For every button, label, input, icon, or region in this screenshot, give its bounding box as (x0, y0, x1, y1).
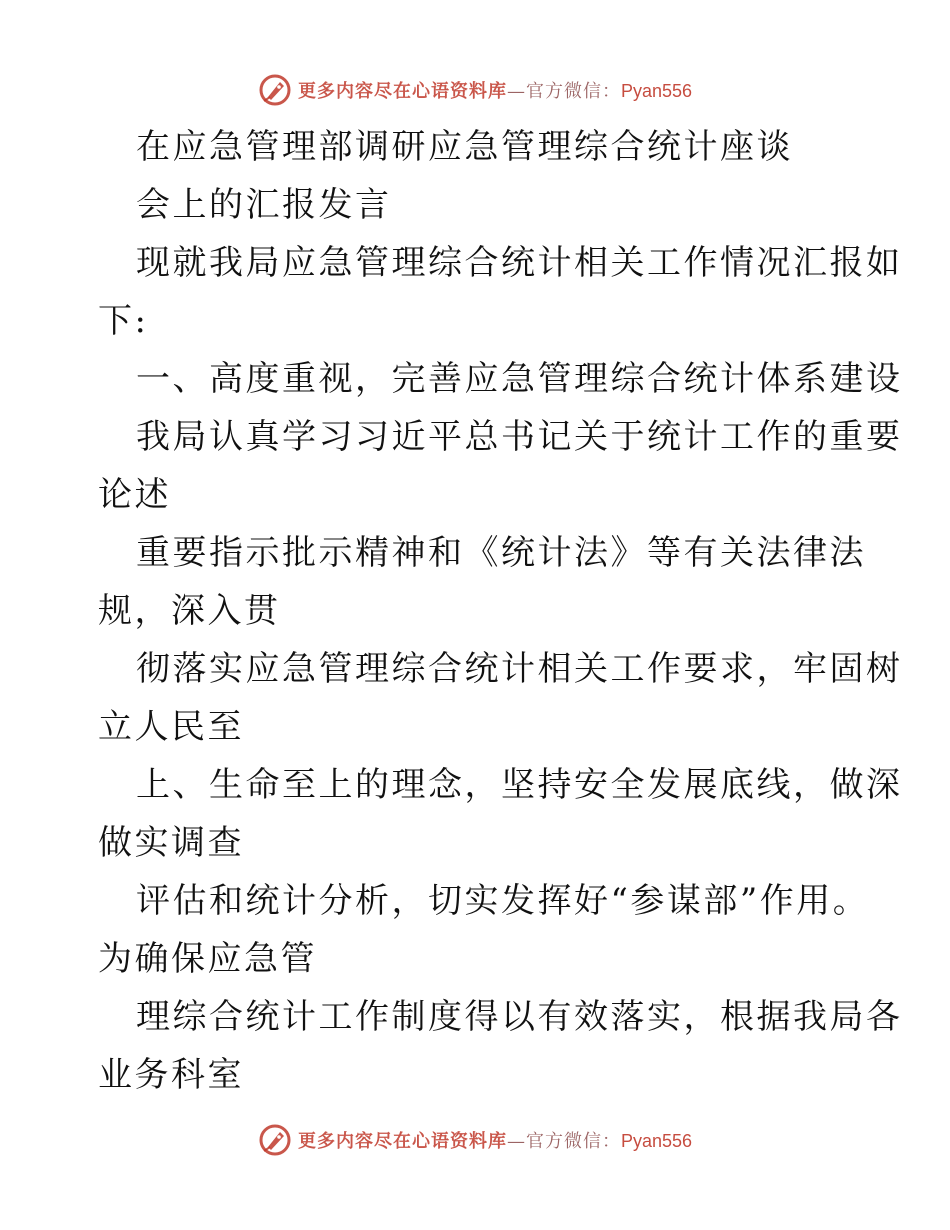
watermark-sub-text: 官方微信： (525, 81, 621, 102)
section-heading: 一、高度重视，完善应急管理综合统计体系建设 (136, 359, 903, 399)
pen-nib-circle-icon (258, 73, 292, 107)
watermark-main-text: 更多内容尽在心语资料库 (297, 1131, 507, 1152)
paragraph-line: 为确保应急管 (98, 939, 317, 979)
paragraph-line: 规，深入贯 (98, 591, 281, 631)
paragraph-line: 彻落实应急管理综合统计相关工作要求，牢固树 (136, 649, 903, 689)
paragraph-line: 理综合统计工作制度得以有效落实，根据我局各 (136, 997, 903, 1037)
paragraph-line: 重要指示批示精神和《统计法》等有关法律法 (136, 533, 866, 573)
paragraph-line: 我局认真学习习近平总书记关于统计工作的重要 (136, 417, 903, 457)
title-line-1: 在应急管理部调研应急管理综合统计座谈 (136, 127, 793, 167)
paragraph-line: 下: (98, 301, 149, 341)
paragraph-line: 业务科室 (98, 1055, 244, 1095)
watermark-banner-bottom (0, 1120, 950, 1160)
watermark-sub-text: 官方微信： (525, 1131, 621, 1152)
watermark-separator: — (506, 1131, 526, 1152)
paragraph-line: 上、生命至上的理念，坚持安全发展底线，做深 (136, 765, 903, 805)
watermark-text (298, 1127, 692, 1153)
paragraph-line: 论述 (98, 475, 171, 515)
watermark-wechat-id: Pyan556 (620, 81, 693, 101)
watermark-separator: — (506, 81, 526, 102)
paragraph-line: 评估和统计分析，切实发挥好“参谋部”作用。 (136, 881, 870, 921)
watermark-main-text: 更多内容尽在心语资料库 (297, 81, 507, 102)
paragraph-line: 现就我局应急管理综合统计相关工作情况汇报如 (136, 243, 903, 283)
watermark-wechat-id: Pyan556 (620, 1131, 693, 1151)
document-body (98, 118, 903, 1104)
paragraph-line: 立人民至 (98, 707, 244, 747)
watermark-text (298, 77, 692, 103)
pen-nib-circle-icon (258, 1123, 292, 1157)
watermark-banner-top (0, 70, 950, 110)
title-line-2: 会上的汇报发言 (136, 185, 392, 225)
paragraph-line: 做实调查 (98, 823, 244, 863)
